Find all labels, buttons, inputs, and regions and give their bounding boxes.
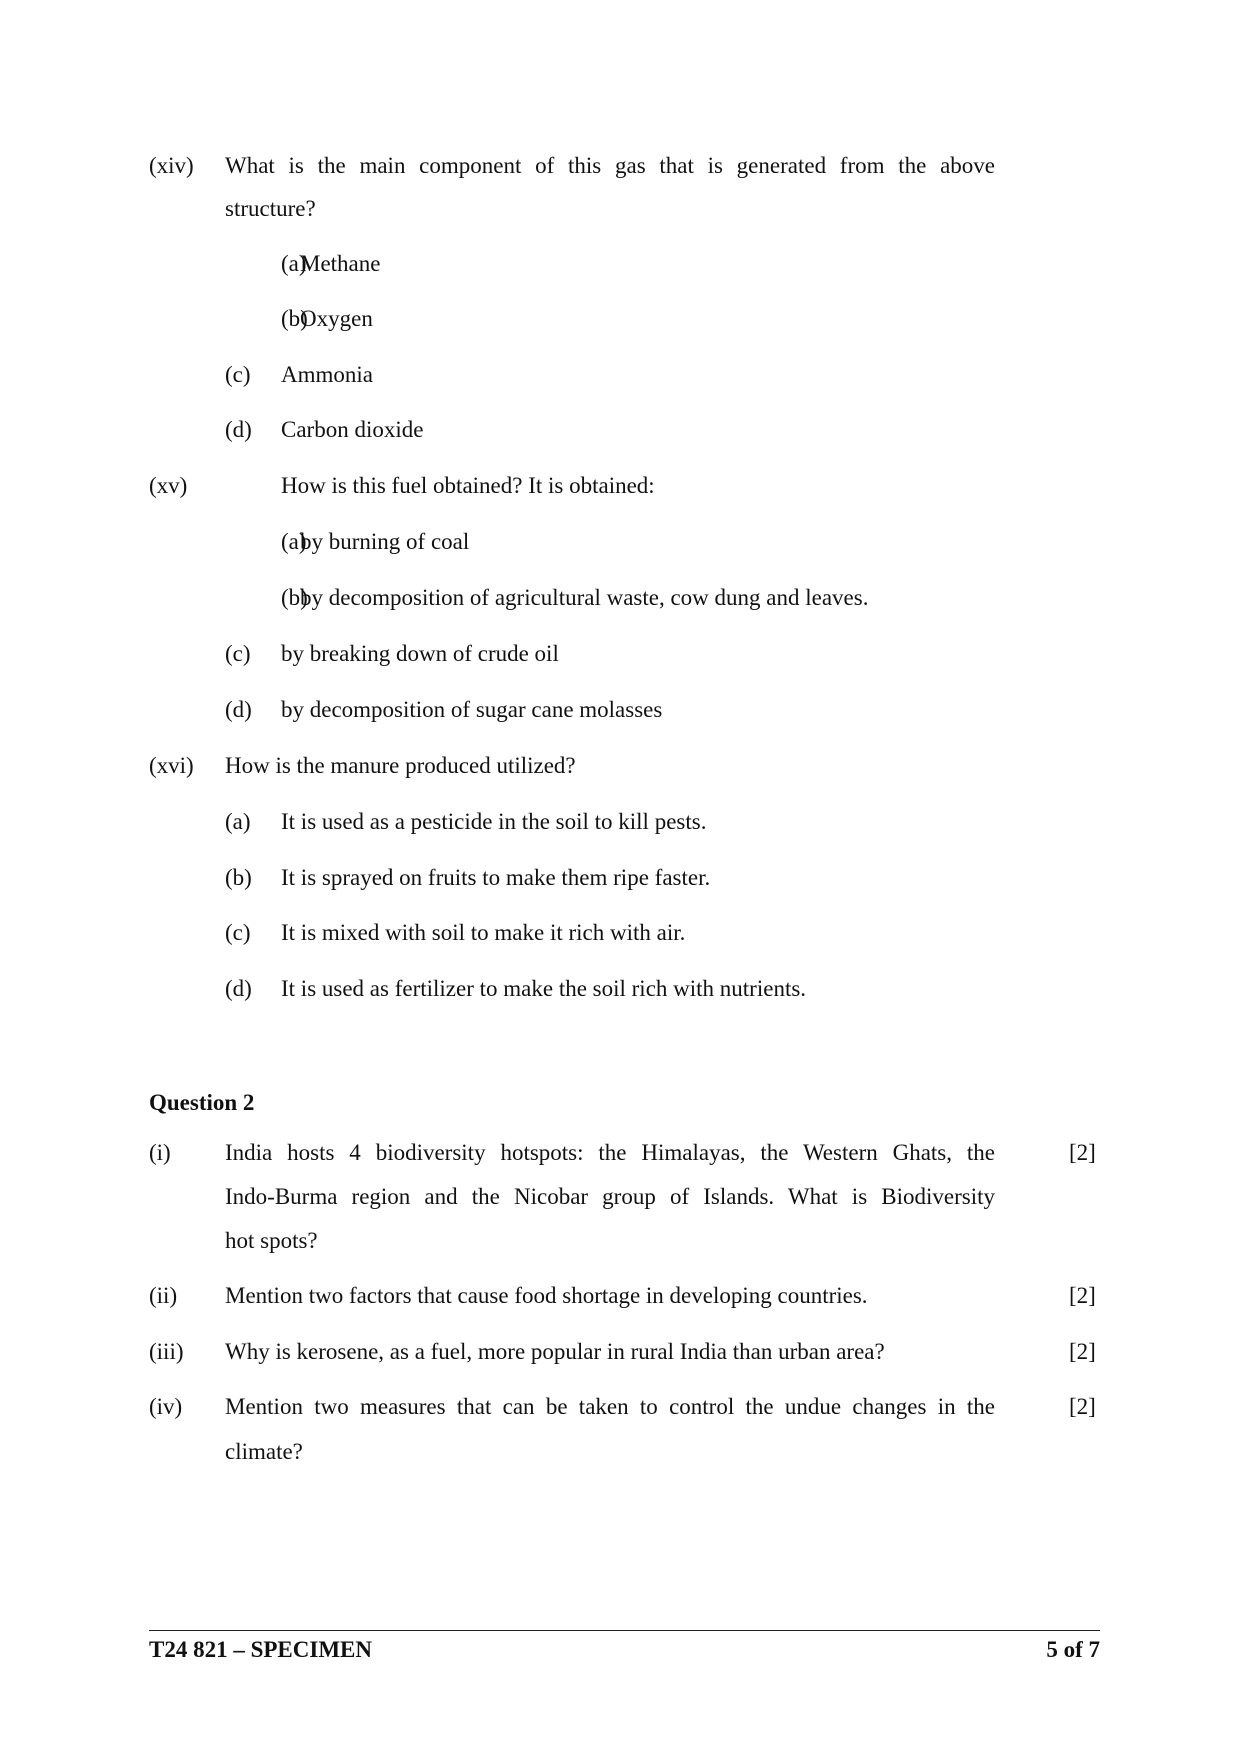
option-label: (d) (225, 417, 252, 442)
option-label: (c) (225, 920, 251, 945)
option-text: Ammonia (281, 362, 373, 387)
option-label: (a) (225, 809, 251, 834)
part-text-line: hot spots? (225, 1228, 318, 1253)
part-text-line: Mention two factors that cause food shortage in developing countries. (225, 1283, 868, 1308)
question-xiv-line-2: structure? (225, 196, 316, 221)
question-number-xv: (xv) (149, 473, 188, 498)
option-text: It is used as a pesticide in the soil to kill pests. (281, 809, 707, 834)
option-text: by decomposition of agricultural waste, cow dung and leaves. (300, 585, 869, 610)
footer-rule (149, 1630, 1100, 1631)
question-number-xvi: (xvi) (149, 753, 194, 778)
part-text-line: Indo-Burma region and the Nicobar group of Islands. What is Biodiversity (225, 1184, 995, 1209)
part-number: (ii) (149, 1283, 178, 1308)
option-text: It is used as fertilizer to make the soil rich with nutrients. (281, 976, 807, 1001)
part-text-line: Mention two measures that can be taken to control the undue changes in the (225, 1394, 995, 1419)
part-number: (iv) (149, 1394, 183, 1419)
marks-badge: [2] (1069, 1394, 1096, 1419)
question-2-heading: Question 2 (149, 1090, 255, 1115)
option-text: It is mixed with soil to make it rich with air. (281, 920, 686, 945)
option-text: by burning of coal (300, 529, 470, 554)
option-label: (d) (225, 697, 252, 722)
option-text: Oxygen (300, 306, 373, 331)
option-label: (c) (225, 362, 251, 387)
part-number: (i) (149, 1140, 171, 1165)
option-text: It is sprayed on fruits to make them ripe faster. (281, 865, 711, 890)
option-label: (b) (281, 585, 308, 610)
question-xvi-text: How is the manure produced utilized? (225, 753, 576, 778)
part-text-line: India hosts 4 biodiversity hotspots: the Himalayas, the Western Ghats, the (225, 1140, 995, 1165)
option-text: by breaking down of crude oil (281, 641, 559, 666)
footer-page-number: 5 of 7 (1046, 1637, 1100, 1662)
option-text: Methane (300, 251, 381, 276)
option-label: (d) (225, 976, 252, 1001)
option-label: (a) (281, 251, 307, 276)
question-number-xiv: (xiv) (149, 153, 194, 178)
marks-badge: [2] (1069, 1283, 1096, 1308)
option-text: by decomposition of sugar cane molasses (281, 697, 663, 722)
part-text-line: climate? (225, 1439, 303, 1464)
option-label: (b) (281, 306, 308, 331)
part-number: (iii) (149, 1339, 184, 1364)
marks-badge: [2] (1069, 1140, 1096, 1165)
marks-badge: [2] (1069, 1339, 1096, 1364)
option-text: Carbon dioxide (281, 417, 424, 442)
part-text-line: Why is kerosene, as a fuel, more popular in rural India than urban area? (225, 1339, 885, 1364)
footer-paper-code: T24 821 – SPECIMEN (149, 1637, 372, 1662)
question-xv-text: How is this fuel obtained? It is obtained: (281, 473, 655, 498)
option-label: (a) (281, 529, 307, 554)
option-label: (b) (225, 865, 252, 890)
option-label: (c) (225, 641, 251, 666)
question-xiv-line-1: What is the main component of this gas that is generated from the above (225, 153, 995, 178)
